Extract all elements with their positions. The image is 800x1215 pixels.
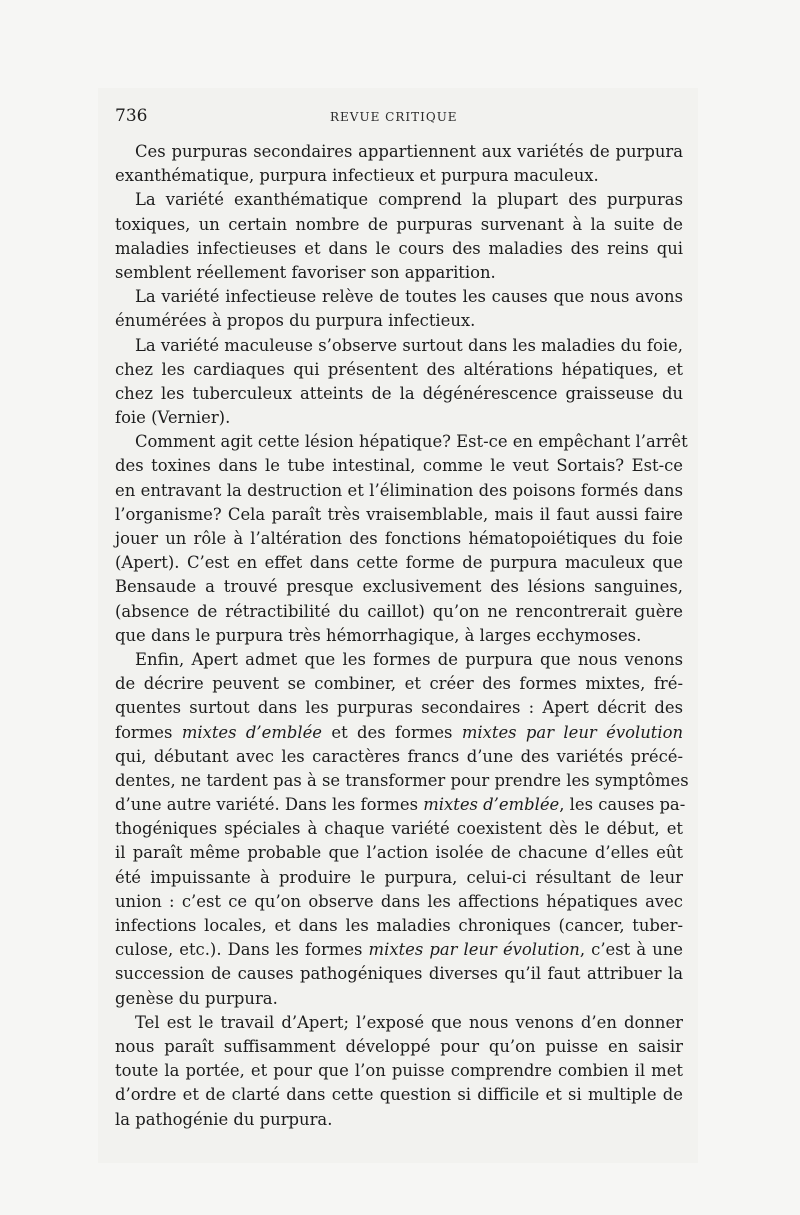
text-line [115,188,683,212]
text-run: semblent réellement favoriser son apparition. [115,262,496,282]
text-run: Tel est le travail d’Apert; l’exposé que nous venons d’en donner [135,1012,683,1032]
text-line [115,551,683,575]
text-run: jouer un rôle à l’altération des fonctions hématopoiétiques du foie [115,529,683,548]
text-line [115,382,683,406]
text-line [115,285,683,309]
text-run: d’ordre et de clarté dans cette question si difficile et si multiple de [115,1085,683,1105]
text-run: énumérées à propos du purpura infectieux. [115,311,476,331]
text-line [115,672,683,696]
text-line [115,334,683,358]
text-line [115,479,683,503]
text-run: chez les cardiaques qui présentent des altérations hépatiques, et [115,359,683,379]
page-header [115,106,685,132]
text-line [115,454,683,478]
text-line [115,600,683,624]
text-run: l’organisme? Cela paraît très vraisemblable, mais il faut aussi faire [115,504,683,524]
text-run: foie (Vernier). [115,408,231,428]
text-line [115,1035,683,1059]
text-line [115,503,683,527]
text-run: genèse du purpura. [115,988,278,1008]
italic-phrase: mixtes par leur évolution [461,722,684,742]
text-run: et des formes [322,722,462,742]
text-line [115,962,683,986]
text-line [115,987,683,1011]
text-line [115,575,683,599]
text-run: chez les tuberculeux atteints de la dégénérescence graisseuse du [115,383,683,403]
italic-phrase: mixtes par leur évolution [368,940,580,960]
text-line [115,769,689,793]
text-line [115,1083,683,1107]
text-line [115,309,683,333]
text-run: Ces purpuras secondaires appartiennent aux variétés de purpura [135,142,683,161]
text-line [115,890,683,914]
text-run: succession de causes pathogéniques diverses qu’il faut attribuer la [115,964,683,984]
italic-phrase: mixtes d’emblée [423,795,560,815]
text-run: nous paraît suffisamment développé pour qu’on puisse en saisir [115,1036,683,1056]
text-run: il paraît même probable que l’action isolée de chacune d’elles eût [115,843,683,863]
text-line [115,696,683,720]
text-line [115,237,683,261]
text-run: en entravant la destruction et l’élimination des poisons formés dans [115,480,683,500]
text-run: culose, etc.). Dans les formes [115,940,369,960]
text-run: infections locales, et dans les maladies chroniques (cancer, tuber- [115,916,683,935]
text-line [115,406,683,430]
italic-phrase: mixtes d’emblée [181,722,322,742]
text-run: Enfin, Apert admet que les formes de purpura que nous venons [135,649,683,669]
text-run: formes [115,722,182,742]
text-line [115,914,683,938]
text-run: , les causes pa- [559,795,686,815]
text-line [115,527,683,551]
text-run: La variété maculeuse s’observe surtout dans les maladies du foie, [135,335,683,355]
text-run: d’une autre variété. Dans les formes [115,795,424,815]
text-run: exanthématique, purpura infectieux et purpura maculeux. [115,166,599,186]
text-run: (absence de rétractibilité du caillot) qu’on ne rencontrerait guère [115,601,683,621]
text-run: qui, débutant avec les caractères francs d’une des variétés précé- [115,746,683,766]
text-run: (Apert). C’est en effet dans cette forme de purpura maculeux que [115,553,683,573]
body-text [115,140,689,1132]
text-line [115,1011,683,1035]
text-run: , c’est à une [579,940,684,960]
text-run: de décrire peuvent se combiner, et créer des formes mixtes, fré- [115,674,683,694]
text-run: été impuissante à produire le purpura, celui-ci résultant de leur [115,867,683,887]
text-line [115,213,683,237]
text-line [115,430,688,454]
text-line [115,624,683,648]
text-line [115,793,686,817]
text-run: La variété infectieuse relève de toutes les causes que nous avons [135,287,683,307]
text-run: la pathogénie du purpura. [115,1109,333,1129]
text-run: toute la portée, et pour que l’on puisse comprendre combien il met [115,1061,683,1081]
text-line [115,841,683,865]
text-run: Comment agit cette lésion hépatique? Est-ce en empêchant l’arrêt [135,432,688,452]
text-run: que dans le purpura très hémorrhagique, à larges ecchymoses. [115,625,642,645]
text-run: thogéniques spéciales à chaque variété coexistent dès le début, et [115,819,683,839]
text-line [115,1059,683,1083]
text-line [115,648,683,672]
running-title: REVUE CRITIQUE [330,110,458,124]
text-line [115,358,683,382]
text-line [115,140,683,164]
text-run: Bensaude a trouvé presque exclusivement des lésions sanguines, [115,577,683,597]
text-run: quentes surtout dans les purpuras secondaires : Apert décrit des [115,698,683,718]
text-line [115,1108,683,1132]
text-run: maladies infectieuses et dans le cours des maladies des reins qui [115,238,683,258]
text-run: dentes, ne tardent pas à se transformer pour prendre les symptômes [115,770,689,790]
text-line [115,745,683,769]
text-run: La variété exanthématique comprend la plupart des purpuras [135,190,683,210]
text-line [115,261,683,285]
text-run: des toxines dans le tube intestinal, comme le veut Sortais? Est-ce [115,456,683,476]
text-run: toxiques, un certain nombre de purpuras survenant à la suite de [115,214,683,234]
text-line [115,164,683,188]
page-number: 736 [115,106,148,126]
text-line [115,866,683,890]
text-line [115,721,683,745]
text-line [115,817,683,841]
text-run: union : c’est ce qu’on observe dans les affections hépatiques avec [115,891,683,911]
text-line [115,938,683,962]
